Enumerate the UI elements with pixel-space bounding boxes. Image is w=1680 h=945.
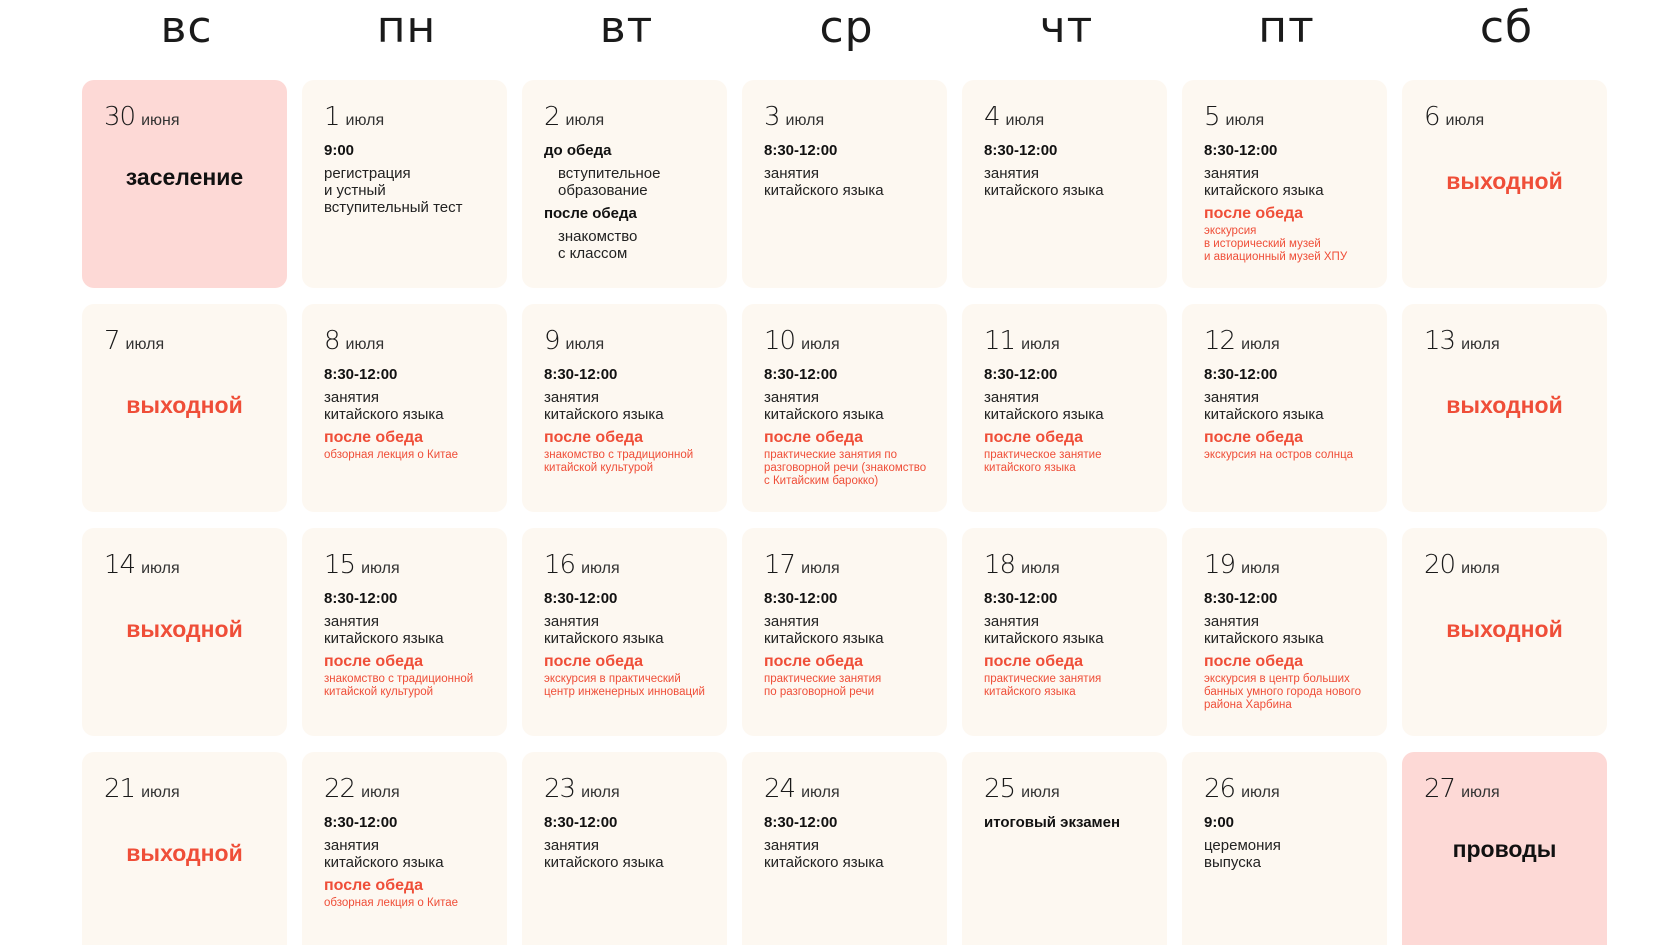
schedule-time: 8:30-12:00 xyxy=(764,366,838,383)
day-date xyxy=(544,102,711,132)
day-cell xyxy=(82,304,287,512)
day-cell xyxy=(742,752,947,945)
day-date xyxy=(764,102,931,132)
day-date xyxy=(764,326,931,356)
schedule-time: 9:00 xyxy=(324,142,355,159)
month-label: июля xyxy=(345,112,385,129)
schedule-time: 8:30-12:00 xyxy=(324,814,398,831)
afternoon-activity: практические занятия китайского языка xyxy=(984,673,1102,698)
month-label: июля xyxy=(565,336,605,353)
month-label: июня xyxy=(141,112,180,129)
day-cell xyxy=(302,528,507,736)
schedule-text: занятия китайского языка xyxy=(324,613,444,647)
afternoon-label: после обеда xyxy=(324,653,424,670)
weekday-thu: чт xyxy=(1039,2,1094,53)
afternoon-activity: знакомство с традиционной китайской культурой xyxy=(544,449,694,474)
schedule-text: занятия китайского языка xyxy=(1204,613,1324,647)
day-cell xyxy=(1182,528,1387,736)
month-label: июля xyxy=(345,336,385,353)
day-cell xyxy=(1402,752,1607,945)
day-date xyxy=(324,774,491,804)
afternoon-activity: экскурсия в исторический музей и авиационный музей ХПУ xyxy=(1204,225,1348,263)
schedule-text: занятия китайского языка xyxy=(764,837,884,871)
day-cell xyxy=(82,528,287,736)
day-date xyxy=(544,550,711,580)
afternoon-label: после обеда xyxy=(324,429,424,446)
month-label: июля xyxy=(1445,112,1485,129)
day-number: 30 xyxy=(104,102,136,132)
schedule-time: 8:30-12:00 xyxy=(544,590,618,607)
day-cell xyxy=(82,752,287,945)
afternoon-label: после обеда xyxy=(984,429,1084,446)
afternoon-label: после обеда xyxy=(984,653,1084,670)
day-date xyxy=(1204,550,1371,580)
day-cell xyxy=(962,752,1167,945)
month-label: июля xyxy=(1021,336,1060,353)
day-number: 18 xyxy=(984,550,1016,580)
day-cell xyxy=(742,80,947,288)
day-cell xyxy=(522,752,727,945)
day-number: 27 xyxy=(1424,774,1456,804)
schedule-text: занятия китайского языка xyxy=(984,613,1104,647)
schedule-time: итоговый экзамен xyxy=(984,814,1121,831)
afternoon-label: после обеда xyxy=(1204,205,1304,222)
day-cell xyxy=(962,304,1167,512)
afternoon-activity: обзорная лекция о Китае xyxy=(324,897,459,909)
day-number: 16 xyxy=(544,550,576,580)
month-label: июля xyxy=(1021,784,1060,801)
schedule-text: занятия китайского языка xyxy=(764,165,884,199)
month-label: июля xyxy=(125,336,165,353)
day-cell xyxy=(82,80,287,288)
day-number: 2 xyxy=(544,102,560,132)
day-cell xyxy=(1402,80,1607,288)
month-label: июля xyxy=(361,784,400,801)
day-cell xyxy=(742,304,947,512)
month-label: июля xyxy=(581,560,620,577)
day-date xyxy=(324,326,491,356)
day-date xyxy=(544,774,711,804)
schedule-time: 8:30-12:00 xyxy=(984,142,1058,159)
day-off-label: выходной xyxy=(126,616,243,642)
schedule-text: занятия китайского языка xyxy=(764,389,884,423)
day-number: 9 xyxy=(544,326,560,356)
afternoon-activity: экскурсия в практический центр инженерных инноваций xyxy=(544,673,705,698)
month-label: июля xyxy=(785,112,825,129)
weekday-fri: пт xyxy=(1258,2,1315,53)
day-cell xyxy=(302,80,507,288)
schedule-time: 8:30-12:00 xyxy=(544,366,618,383)
afternoon-activity: обзорная лекция о Китае xyxy=(324,449,459,461)
day-off-label: выходной xyxy=(1446,392,1563,418)
schedule-time-afternoon: после обеда xyxy=(544,205,637,222)
day-number: 1 xyxy=(324,102,340,132)
day-off-label: выходной xyxy=(1446,616,1563,642)
day-number: 22 xyxy=(324,774,356,804)
month-label: июля xyxy=(801,784,840,801)
day-off-label: выходной xyxy=(126,840,243,866)
day-cell xyxy=(962,528,1167,736)
schedule-time: 8:30-12:00 xyxy=(764,590,838,607)
day-number: 3 xyxy=(764,102,780,132)
day-off-label: выходной xyxy=(1446,168,1563,194)
day-date xyxy=(764,774,931,804)
day-cell xyxy=(1182,304,1387,512)
day-number: 4 xyxy=(984,102,1000,132)
weekday-sun: вс xyxy=(160,2,213,53)
schedule-text: вступительное образование xyxy=(558,165,661,199)
day-date xyxy=(1204,326,1371,356)
day-number: 14 xyxy=(104,550,136,580)
month-label: июля xyxy=(1021,560,1060,577)
month-label: июля xyxy=(141,784,180,801)
day-number: 19 xyxy=(1204,550,1236,580)
month-label: июля xyxy=(1461,560,1500,577)
schedule-time: 8:30-12:00 xyxy=(1204,366,1278,383)
month-label: июля xyxy=(1461,336,1500,353)
schedule-text: занятия китайского языка xyxy=(324,389,444,423)
day-date xyxy=(1424,326,1591,356)
schedule-text: занятия китайского языка xyxy=(544,837,664,871)
day-date xyxy=(984,774,1151,804)
schedule-time: 8:30-12:00 xyxy=(764,814,838,831)
month-label: июля xyxy=(1241,560,1280,577)
day-cell xyxy=(962,80,1167,288)
afternoon-activity: экскурсия на остров солнца xyxy=(1204,449,1354,461)
afternoon-label: после обеда xyxy=(764,653,864,670)
month-label: июля xyxy=(801,336,840,353)
event-label: проводы xyxy=(1452,836,1557,862)
day-date xyxy=(984,550,1151,580)
day-date xyxy=(984,102,1151,132)
schedule-time: до обеда xyxy=(544,142,612,159)
weekday-sat: сб xyxy=(1479,2,1534,53)
month-label: июля xyxy=(1005,112,1045,129)
day-number: 12 xyxy=(1204,326,1236,356)
day-date xyxy=(764,550,931,580)
month-label: июля xyxy=(1241,336,1280,353)
day-cell xyxy=(302,304,507,512)
day-number: 21 xyxy=(104,774,136,804)
day-date xyxy=(104,102,271,132)
day-date xyxy=(324,102,491,132)
schedule-time: 8:30-12:00 xyxy=(324,366,398,383)
day-date xyxy=(1424,550,1591,580)
day-date xyxy=(104,774,271,804)
schedule-text: занятия китайского языка xyxy=(1204,389,1324,423)
schedule-time: 9:00 xyxy=(1204,814,1235,831)
schedule-time: 8:30-12:00 xyxy=(544,814,618,831)
schedule-time: 8:30-12:00 xyxy=(764,142,838,159)
schedule-time: 8:30-12:00 xyxy=(324,590,398,607)
schedule-text: церемония выпуска xyxy=(1204,837,1281,871)
day-number: 15 xyxy=(324,550,356,580)
schedule-text: занятия китайского языка xyxy=(544,613,664,647)
day-number: 20 xyxy=(1424,550,1456,580)
month-label: июля xyxy=(581,784,620,801)
day-cell xyxy=(522,80,727,288)
afternoon-activity: знакомство с традиционной китайской культурой xyxy=(324,673,474,698)
day-cell xyxy=(302,752,507,945)
schedule-text: занятия китайского языка xyxy=(984,165,1104,199)
day-number: 7 xyxy=(104,326,120,356)
afternoon-activity: практическое занятие китайского языка xyxy=(984,449,1102,474)
day-date xyxy=(104,550,271,580)
day-date xyxy=(984,326,1151,356)
month-label: июля xyxy=(141,560,180,577)
day-number: 24 xyxy=(764,774,796,804)
afternoon-label: после обеда xyxy=(324,877,424,894)
weekday-header-row xyxy=(0,0,1680,60)
schedule-text: занятия китайского языка xyxy=(1204,165,1324,199)
weekday-wed: ср xyxy=(819,2,874,53)
day-number: 8 xyxy=(324,326,340,356)
day-number: 13 xyxy=(1424,326,1456,356)
afternoon-label: после обеда xyxy=(764,429,864,446)
day-date xyxy=(1424,102,1591,132)
day-cell xyxy=(1182,752,1387,945)
afternoon-label: после обеда xyxy=(1204,429,1304,446)
afternoon-label: после обеда xyxy=(1204,653,1304,670)
day-number: 25 xyxy=(984,774,1016,804)
day-date xyxy=(544,326,711,356)
event-label: заселение xyxy=(125,164,244,190)
month-label: июля xyxy=(801,560,840,577)
afternoon-label: после обеда xyxy=(544,653,644,670)
day-cell xyxy=(522,304,727,512)
schedule-time: 8:30-12:00 xyxy=(984,590,1058,607)
weekday-mon: пн xyxy=(376,2,437,53)
afternoon-activity: экскурсия в центр больших банных умного города нового района Харбина xyxy=(1204,673,1362,711)
day-cell xyxy=(1182,80,1387,288)
day-off-label: выходной xyxy=(126,392,243,418)
day-date xyxy=(1204,774,1371,804)
schedule-time: 8:30-12:00 xyxy=(984,366,1058,383)
day-date xyxy=(104,326,271,356)
afternoon-label: после обеда xyxy=(544,429,644,446)
day-number: 5 xyxy=(1204,102,1220,132)
schedule-time: 8:30-12:00 xyxy=(1204,142,1278,159)
day-date xyxy=(1204,102,1371,132)
afternoon-activity: практические занятия по разговорной речи xyxy=(764,673,882,698)
day-number: 26 xyxy=(1204,774,1236,804)
weekday-tue: вт xyxy=(599,2,654,53)
day-date xyxy=(324,550,491,580)
schedule-text: занятия китайского языка xyxy=(324,837,444,871)
month-label: июля xyxy=(565,112,605,129)
day-cell xyxy=(1402,528,1607,736)
month-label: июля xyxy=(1461,784,1500,801)
afternoon-activity: практические занятия по разговорной речи (знакомство с Китайским барокко) xyxy=(764,449,927,487)
day-number: 10 xyxy=(764,326,796,356)
day-cell xyxy=(1402,304,1607,512)
day-cell xyxy=(522,528,727,736)
day-number: 23 xyxy=(544,774,576,804)
month-label: июля xyxy=(1225,112,1265,129)
day-cell xyxy=(742,528,947,736)
schedule-text-afternoon: знакомство с классом xyxy=(558,228,638,262)
schedule-text: занятия китайского языка xyxy=(764,613,884,647)
schedule-time: 8:30-12:00 xyxy=(1204,590,1278,607)
day-number: 6 xyxy=(1424,102,1440,132)
schedule-text: регистрация и устный вступительный тест xyxy=(324,165,463,216)
schedule-text: занятия китайского языка xyxy=(544,389,664,423)
schedule-text: занятия китайского языка xyxy=(984,389,1104,423)
month-label: июля xyxy=(1241,784,1280,801)
day-date xyxy=(1424,774,1591,804)
day-number: 11 xyxy=(984,326,1016,356)
month-label: июля xyxy=(361,560,400,577)
day-number: 17 xyxy=(764,550,796,580)
